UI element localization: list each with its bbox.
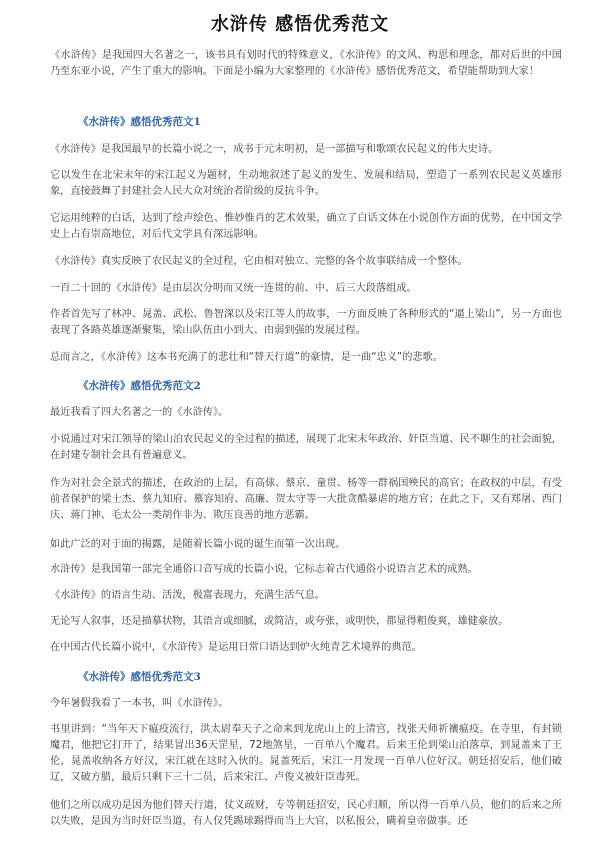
page-title: 水浒传 感悟优秀范文 [210,14,390,35]
section-heading-1: 《水浒传》感悟优秀范文1 [78,116,201,128]
paragraph: 一百二十回的《水浒传》是由层次分明而又统一连贯的前、中、后三大段落组成。 [50,283,417,294]
paragraph: 总而言之，《水浒传》这本书充满了的悲壮和“替天行道”的豪情，是一曲“忠义”的悲歌。 [50,352,443,363]
paragraph: 今年暑假我看了一本书，叫《水浒传》。 [50,698,229,709]
paragraph: 书里讲到：“当年天下瘟疫流行，洪太尉奉天子之命来到龙虎山上的上清宫，找张天师祈禳瘟疫。在寺里，有封锁魔君，他把它打开了，结果冒出36天罡星，72地煞星，一百单八个魔君。后来王伦到梁山泊落草，到晁盖来了王伦，晁盖收纳各方好汉，宋江就在这时入伙的。晁盖死后，宋江一月发现一百单八位好汉。朝廷招安后，他们破辽，又破方腊，最后只剩下三十二员，后来宋江、卢俊义被奸臣毒死。 [50,724,562,783]
paragraph: 水浒传》是我国第一部完全通俗口音写成的长篇小说，它标志着古代通俗小说语言艺术的成熟。 [50,564,478,575]
paragraph: 它运用纯粹的白话，达到了绘声绘色、惟妙惟肖的艺术效果，确立了白话文体在小说创作方面的优势，在中国文学史上占有崇高地位，对后代文学具有深远影响。 [50,213,562,240]
paragraph: 在中国古代长篇小说中，《水浒传》是运用日常口语达到炉火纯青艺术境界的典范。 [50,642,422,653]
paragraph: 作者首先写了林冲、晁盖、武松、鲁智深以及宋江等人的故事，一方面反映了各种形式的“逼上梁山”，另一方面也表现了各路英雄逐渐聚集，梁山队伍由小到大、由弱到强的发展过程。 [50,309,562,336]
paragraph: 《水浒传》真实反映了农民起义的全过程，它由相对独立、完整的各个故事联结成一个整体。 [50,256,468,267]
paragraph: 《水浒传》的语言生动、活泼，极富表现力，充满生活气息。 [50,590,326,601]
paragraph: 无论写人叙事，还是描摹状物，其语言或细腻，或简洁，或夸张，或明快，都显得粗俊爽，雄健豪放。 [50,616,509,627]
paragraph: 他们之所以成功是因为他们替天行道，仗义疏财，专等朝廷招安，民心归顺，所以得一百单八员，他们的后来之所以失败，是因为当时奸臣当道，有人仅凭踢球踢得而当上大官，以私报公，瞒着皇帝做事。还 [50,800,562,827]
paragraph: 作为对社会全景式的描述，在政治的上层，有高俅、蔡京、童贯、杨等一群祸国殃民的高官；在政权的中层，有受前者保护的梁士杰、蔡九知府、慕容知府、高廉、贺太守等一大批贪酷暴虐的地方官；在此之下，又有郑屠、西门庆、蒋门神、毛太公一类胡作非为、欺压良善的地方恶霸。 [50,478,562,521]
section-heading-2: 《水浒传》感悟优秀范文2 [78,380,201,392]
paragraph: 如此广泛的对于面的揭露，是随着长篇小说的诞生而第一次出现。 [50,539,346,550]
paragraph: 它以发生在北宋末年的宋江起义为题材，生动地叙述了起义的发生、发展和结局，塑造了一系列农民起义英雄形象，直接鼓舞了封建社会人民大众对统治者阶级的反抗斗争。 [50,170,562,197]
intro-paragraph: 《水浒传》是我国四大名著之一，该书具有划时代的特殊意义，《水浒传》的文风、构思和理念，都对后世的中国乃至东亚小说，产生了重大的影响。下面是小编为大家整理的《水浒传》感悟优秀范文，希望能帮助到大家！ [50,50,562,77]
paragraph: 最近我看了四大名著之一的《水浒传》。 [50,407,229,418]
section-heading-3: 《水浒传》感悟优秀范文3 [78,671,201,683]
paragraph: 《水浒传》是我国最早的长篇小说之一，成书于元末明初，是一部描写和歌颂农民起义的伟大史诗。 [50,144,499,155]
paragraph: 小说通过对宋江领导的梁山泊农民起义的全过程的描述，展现了北宋末年政治、奸臣当道、民不聊生的社会面貌，在封建专制社会具有普遍意义。 [50,434,562,461]
